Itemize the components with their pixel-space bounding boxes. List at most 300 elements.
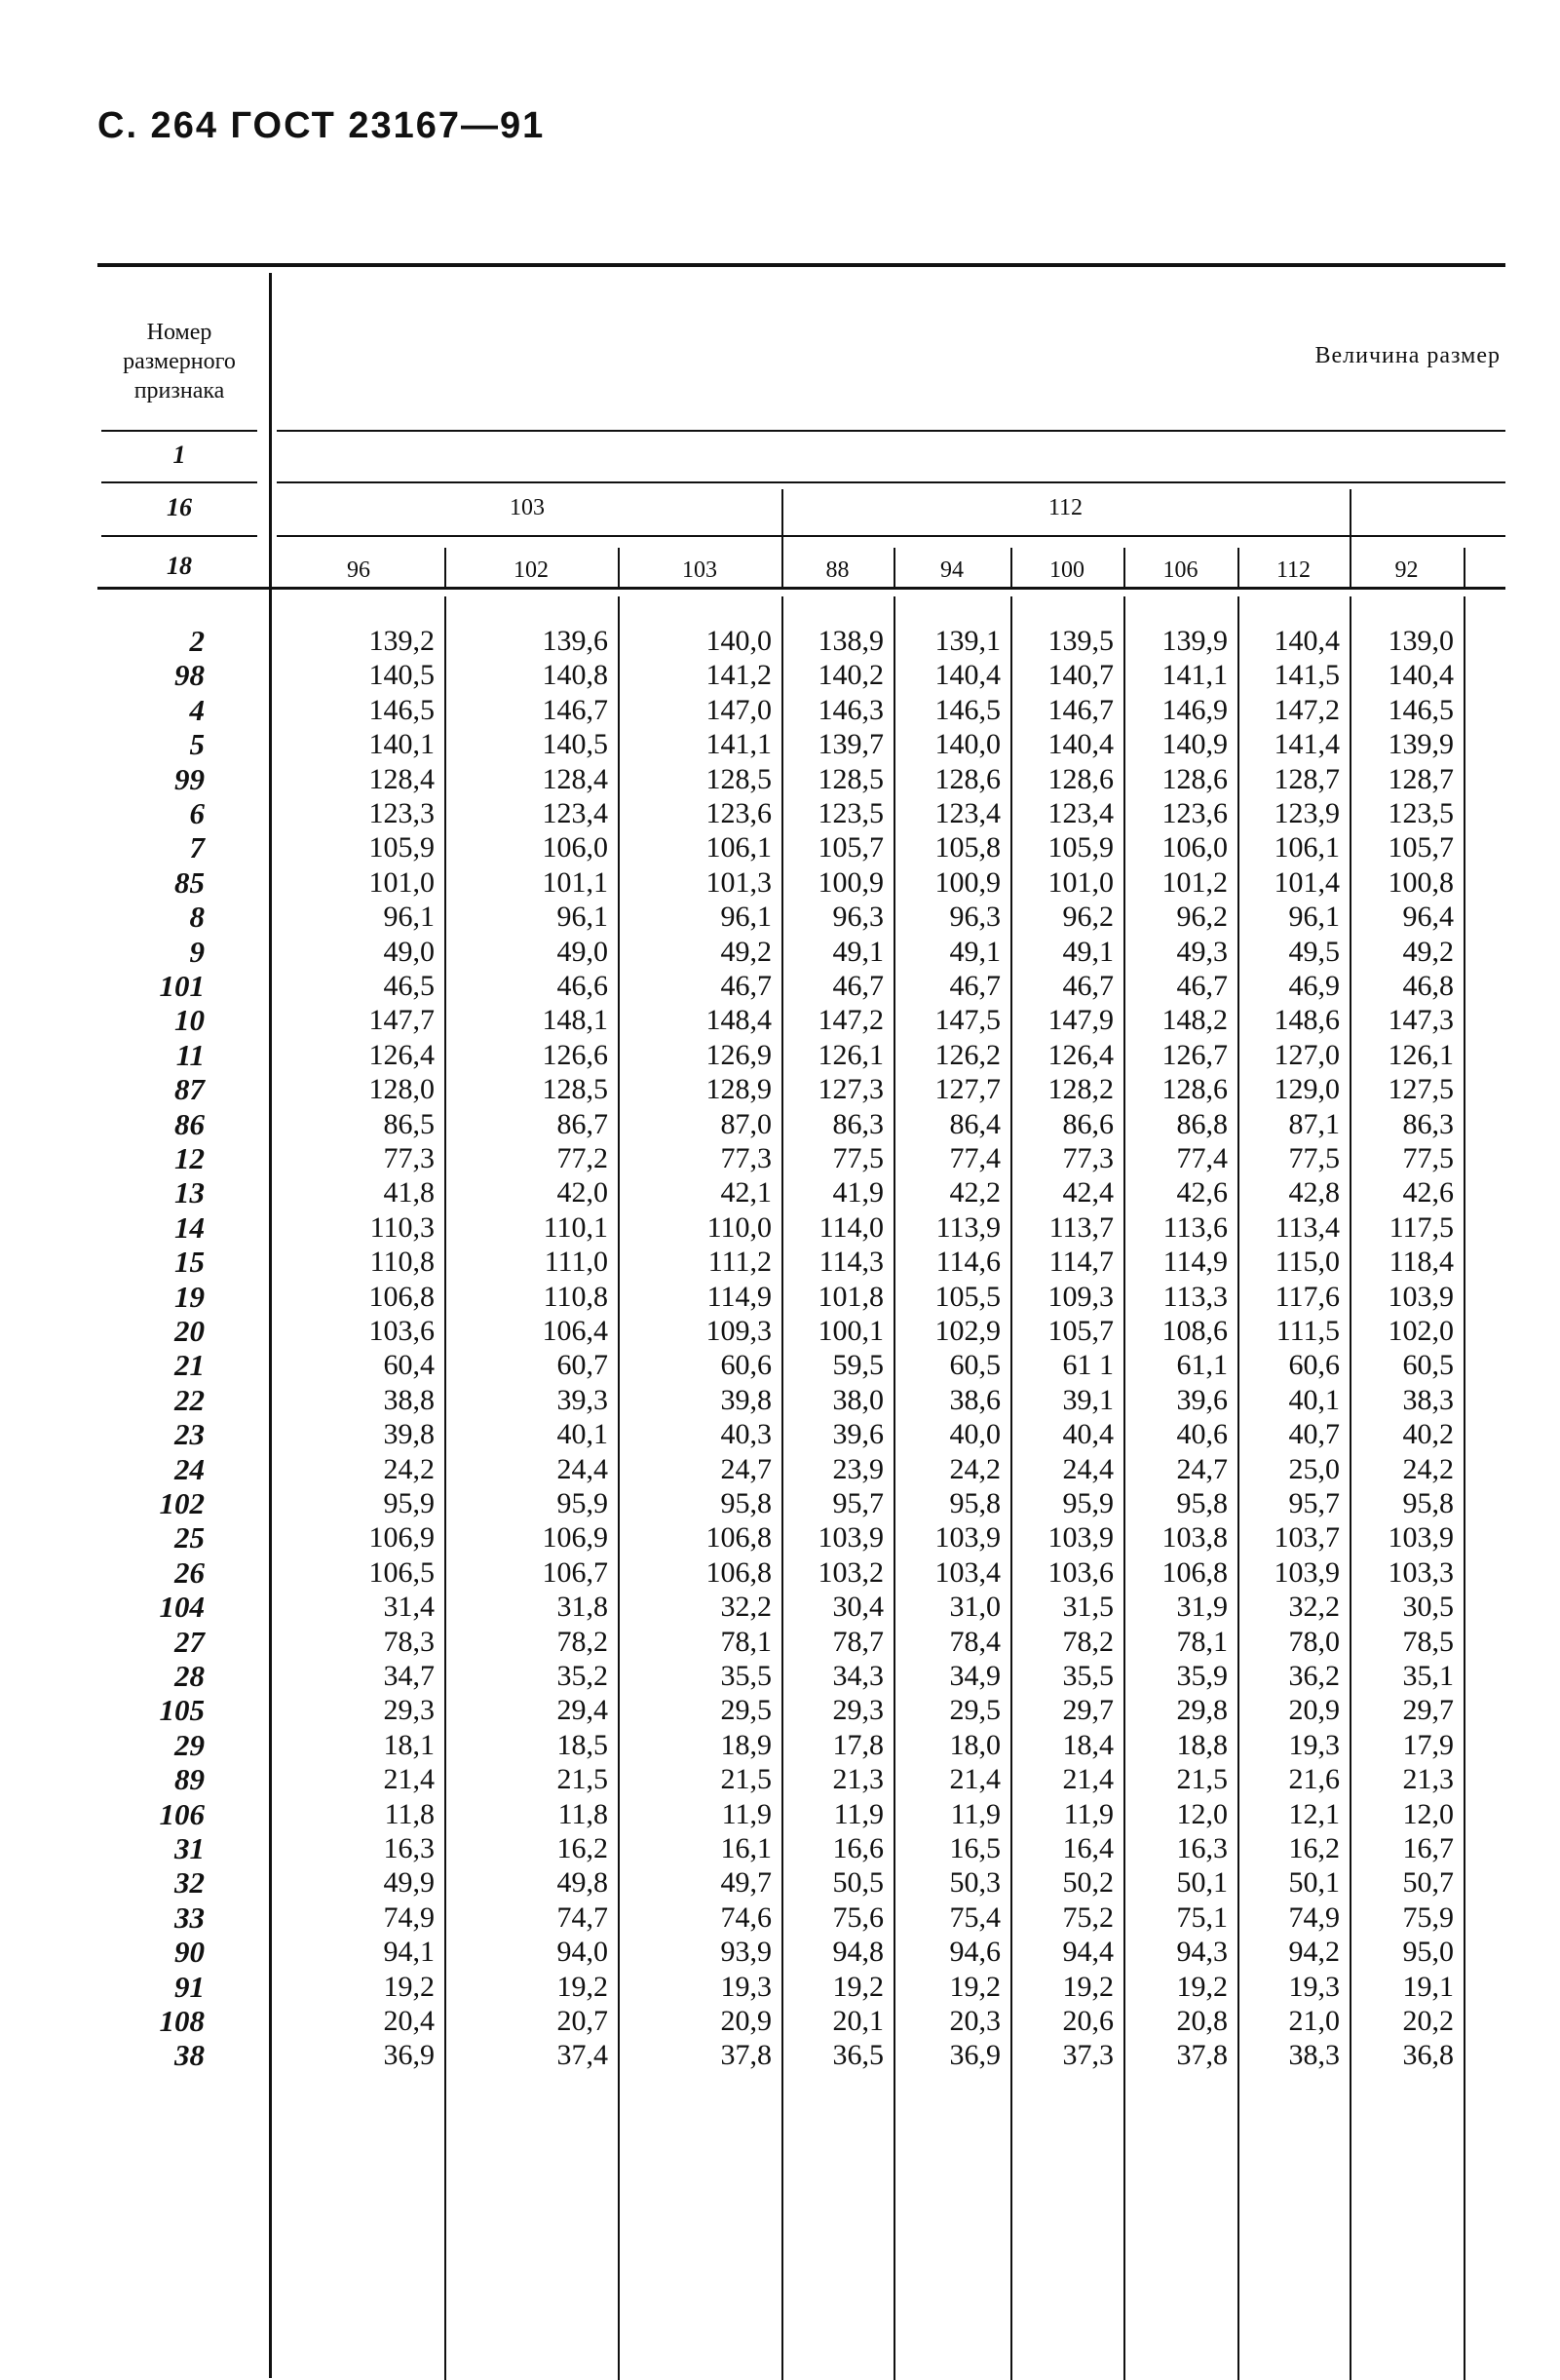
table-cell: 23,9 (832, 1452, 884, 1485)
column-header: 102 (514, 557, 549, 583)
table-cell: 24,7 (720, 1452, 772, 1485)
table-cell: 49,0 (556, 935, 608, 968)
table-cell: 128,9 (705, 1073, 772, 1106)
table-cell: 103,2 (818, 1555, 884, 1589)
table-cell: 11,9 (950, 1797, 1001, 1830)
row-number: 102 (159, 1486, 205, 1520)
table-cell: 60,5 (949, 1349, 1001, 1382)
row-number: 99 (174, 761, 205, 796)
table-cell: 12,0 (1402, 1797, 1454, 1830)
table-cell: 34,9 (949, 1660, 1001, 1692)
table-cell: 114,6 (935, 1246, 1001, 1279)
table-cell: 39,1 (1062, 1383, 1114, 1416)
level-2-stub: 16 (167, 493, 192, 521)
row-number: 14 (174, 1209, 205, 1245)
table-cell: 35,5 (720, 1660, 772, 1692)
stub-rule-3 (101, 535, 257, 537)
table-cell: 60,6 (1288, 1349, 1340, 1382)
table-cell: 103,9 (1388, 1521, 1454, 1555)
table-cell: 126,1 (818, 1038, 884, 1071)
table-cell: 46,7 (832, 970, 884, 1002)
table-cell: 77,5 (832, 1142, 884, 1174)
table-cell: 20,6 (1062, 2005, 1114, 2037)
table-cell: 95,9 (1062, 1487, 1114, 1519)
table-cell: 140,4 (934, 659, 1001, 692)
table-cell: 46,7 (949, 970, 1001, 1002)
table-cell: 87,0 (720, 1107, 772, 1140)
table-cell: 141,1 (705, 728, 772, 761)
table-cell: 140,5 (542, 728, 608, 761)
table-cell: 96,1 (556, 901, 608, 934)
table-cell: 37,3 (1062, 2039, 1114, 2072)
table-cell: 75,6 (832, 1900, 884, 1934)
table-cell: 87,1 (1288, 1107, 1340, 1140)
table-cell: 11,8 (384, 1797, 435, 1830)
table-cell: 96,3 (949, 901, 1001, 934)
table-cell: 19,2 (1062, 1970, 1114, 2003)
table-cell: 86,7 (556, 1107, 608, 1140)
table-cell: 11,8 (557, 1797, 608, 1830)
table-cell: 11,9 (833, 1797, 884, 1830)
table-cell: 103,8 (1161, 1521, 1228, 1555)
table-cell: 141,4 (1274, 728, 1340, 761)
table-cell: 40,3 (720, 1418, 772, 1451)
row-number: 108 (159, 2004, 205, 2038)
table-cell: 21,4 (383, 1763, 435, 1796)
table-cell: 31,9 (1176, 1591, 1228, 1624)
table-cell: 106,8 (1161, 1555, 1228, 1589)
table-cell: 18,0 (949, 1728, 1001, 1761)
table-cell: 110,3 (369, 1210, 435, 1244)
table-cell: 86,3 (832, 1107, 884, 1140)
table-cell: 123,9 (1274, 797, 1340, 829)
table-cell: 78,1 (1176, 1625, 1228, 1658)
column-header: 100 (1049, 557, 1084, 583)
table-cell: 50,2 (1062, 1866, 1114, 1900)
table-cell: 103,7 (1274, 1521, 1340, 1555)
table-cell: 86,3 (1402, 1107, 1454, 1140)
table-cell: 61 1 (1062, 1349, 1114, 1382)
table-cell: 36,8 (1402, 2039, 1454, 2072)
row-number: 6 (189, 796, 205, 830)
table-cell: 103,9 (934, 1521, 1001, 1555)
table-cell: 49,0 (383, 935, 435, 968)
table-cell: 94,2 (1288, 1936, 1340, 1969)
table-cell: 128,7 (1274, 762, 1340, 795)
table-cell: 113,9 (935, 1210, 1001, 1244)
table-cell: 113,6 (1162, 1210, 1228, 1244)
table-cell: 140,0 (934, 728, 1001, 761)
table-cell: 19,3 (1288, 1970, 1340, 2003)
table-cell: 36,5 (832, 2039, 884, 2072)
row-number: 104 (159, 1590, 205, 1625)
table-cell: 19,2 (1176, 1970, 1228, 2003)
row-number: 11 (175, 1037, 205, 1072)
table-cell: 96,1 (383, 901, 435, 934)
table-cell: 46,9 (1288, 970, 1340, 1002)
table-cell: 139,1 (934, 625, 1001, 657)
table-cell: 75,9 (1402, 1900, 1454, 1934)
table-cell: 148,6 (1274, 1004, 1340, 1037)
table-cell: 139,6 (542, 625, 608, 657)
table-cell: 46,7 (1062, 970, 1114, 1002)
table-cell: 117,5 (1389, 1210, 1454, 1244)
row-number: 86 (174, 1106, 205, 1141)
table-cell: 20,9 (1288, 1694, 1340, 1727)
table-cell: 40,1 (1288, 1383, 1340, 1416)
table-cell: 16,5 (949, 1832, 1001, 1864)
top-rule (97, 263, 1505, 267)
table-cell: 17,9 (1402, 1728, 1454, 1761)
table-cell: 20,9 (720, 2005, 772, 2037)
table-cell: 19,2 (383, 1970, 435, 2003)
table-cell: 16,2 (556, 1832, 608, 1864)
table-cell: 36,9 (383, 2039, 435, 2072)
table-cell: 20,7 (556, 2005, 608, 2037)
table-cell: 141,5 (1274, 659, 1340, 692)
column-header: 96 (347, 557, 370, 583)
table-cell: 32,2 (1288, 1591, 1340, 1624)
table-cell: 86,6 (1062, 1107, 1114, 1140)
table-cell: 96,2 (1176, 901, 1228, 934)
table-cell: 103,6 (368, 1315, 435, 1347)
row-number: 22 (174, 1382, 205, 1417)
table-cell: 126,7 (1161, 1038, 1228, 1071)
table-cell: 25,0 (1288, 1452, 1340, 1485)
column-divider-header (1464, 548, 1465, 587)
table-cell: 111,2 (707, 1246, 772, 1279)
table-cell: 93,9 (720, 1936, 772, 1969)
table-cell: 147,9 (1047, 1004, 1114, 1037)
table-cell: 95,8 (720, 1487, 772, 1519)
stub-rule-2 (101, 481, 257, 483)
table-cell: 29,3 (383, 1694, 435, 1727)
table-cell: 42,6 (1402, 1176, 1454, 1209)
page-header: С. 264 ГОСТ 23167—91 (97, 105, 546, 146)
table-cell: 109,3 (1047, 1280, 1114, 1313)
row-number: 89 (174, 1762, 205, 1797)
row-number: 25 (174, 1520, 205, 1555)
table-cell: 35,1 (1402, 1660, 1454, 1692)
table-cell: 18,8 (1176, 1728, 1228, 1761)
table-cell: 61,1 (1176, 1349, 1228, 1382)
table-cell: 16,3 (1176, 1832, 1228, 1864)
table-cell: 126,1 (1388, 1038, 1454, 1071)
column-header: 92 (1394, 557, 1419, 583)
table-cell: 100,9 (934, 865, 1001, 899)
table-cell: 94,6 (949, 1936, 1001, 1969)
table-cell: 12,0 (1176, 1797, 1228, 1830)
table-cell: 78,7 (832, 1625, 884, 1658)
table-cell: 105,7 (818, 831, 884, 864)
header-rule-2 (277, 481, 1505, 483)
table-cell: 75,2 (1062, 1900, 1114, 1934)
table-cell: 37,4 (556, 2039, 608, 2072)
table-cell: 101,0 (1047, 865, 1114, 899)
table-cell: 100,1 (818, 1315, 884, 1347)
table-cell: 147,5 (934, 1004, 1001, 1037)
table-cell: 110,8 (543, 1280, 608, 1313)
table-cell: 11,9 (721, 1797, 772, 1830)
column-header: 94 (940, 557, 964, 583)
table-cell: 109,3 (705, 1315, 772, 1347)
table-cell: 20,1 (832, 2005, 884, 2037)
table-cell: 128,4 (368, 762, 435, 795)
table-cell: 21,4 (949, 1763, 1001, 1796)
top-header: Величина размер (1314, 343, 1501, 368)
table-cell: 77,2 (556, 1142, 608, 1174)
table-cell: 21,5 (1176, 1763, 1228, 1796)
table-cell: 106,1 (1274, 831, 1340, 864)
table-cell: 108,6 (1161, 1315, 1228, 1347)
table-cell: 94,4 (1062, 1936, 1114, 1969)
table-cell: 117,6 (1275, 1280, 1340, 1313)
table-cell: 24,4 (1062, 1452, 1114, 1485)
table-cell: 42,8 (1288, 1176, 1340, 1209)
row-number: 7 (189, 830, 205, 865)
level-1-stub: 1 (172, 441, 186, 469)
table-cell: 40,0 (949, 1418, 1001, 1451)
table-cell: 123,4 (542, 797, 608, 829)
row-number: 31 (174, 1831, 205, 1865)
row-number: 24 (174, 1451, 205, 1486)
table-cell: 30,4 (832, 1591, 884, 1624)
table-cell: 114,0 (818, 1210, 884, 1244)
table-cell: 105,5 (934, 1280, 1001, 1313)
table-cell: 114,3 (818, 1246, 884, 1279)
row-number: 2 (189, 624, 205, 658)
table-cell: 31,0 (949, 1591, 1001, 1624)
table-cell: 141,1 (1161, 659, 1228, 692)
table-cell: 102,0 (1388, 1315, 1454, 1347)
table-cell: 30,5 (1402, 1591, 1454, 1624)
row-number: 32 (174, 1865, 205, 1900)
table-cell: 106,8 (368, 1280, 435, 1313)
row-number: 87 (174, 1072, 205, 1107)
table-cell: 115,0 (1275, 1246, 1340, 1279)
table-cell: 78,2 (1062, 1625, 1114, 1658)
table-cell: 77,3 (720, 1142, 772, 1174)
table-cell: 101,1 (542, 865, 608, 899)
table-cell: 96,1 (720, 901, 772, 934)
table-cell: 60,5 (1402, 1349, 1454, 1382)
table-cell: 77,4 (949, 1142, 1001, 1174)
table-cell: 36,2 (1288, 1660, 1340, 1692)
table-cell: 46,5 (383, 970, 435, 1002)
table-cell: 16,4 (1062, 1832, 1114, 1864)
table-cell: 147,3 (1388, 1004, 1454, 1037)
table-cell: 106,0 (542, 831, 608, 864)
table-cell: 96,2 (1062, 901, 1114, 934)
table-cell: 140,4 (1388, 659, 1454, 692)
table-cell: 127,7 (934, 1073, 1001, 1106)
row-number: 105 (159, 1693, 205, 1728)
table-cell: 140,4 (1047, 728, 1114, 761)
table-cell: 46,7 (1176, 970, 1228, 1002)
table-cell: 110,1 (543, 1210, 608, 1244)
table-cell: 147,2 (1274, 693, 1340, 726)
table-cell: 36,9 (949, 2039, 1001, 2072)
table-cell: 126,9 (705, 1038, 772, 1071)
table-cell: 77,5 (1288, 1142, 1340, 1174)
table-cell: 139,7 (818, 728, 884, 761)
table-cell: 129,0 (1274, 1073, 1340, 1106)
table-cell: 78,3 (383, 1625, 435, 1658)
table-cell: 128,7 (1388, 762, 1454, 795)
table-cell: 103,9 (818, 1521, 884, 1555)
table-cell: 35,2 (556, 1660, 608, 1692)
row-number: 5 (189, 727, 205, 762)
table-cell: 46,6 (556, 970, 608, 1002)
stub-header: Номер размерного признака (123, 320, 236, 403)
row-number: 12 (174, 1141, 205, 1175)
row-number: 8 (189, 900, 205, 935)
table-cell: 19,2 (832, 1970, 884, 2003)
table-cell: 101,4 (1274, 865, 1340, 899)
table-cell: 39,8 (383, 1418, 435, 1451)
table-cell: 95,7 (1288, 1487, 1340, 1519)
table-cell: 106,0 (1161, 831, 1228, 864)
row-number: 20 (174, 1314, 205, 1348)
table-cell: 128,0 (368, 1073, 435, 1106)
column-header: 106 (1162, 557, 1199, 583)
table-cell: 39,6 (832, 1418, 884, 1451)
table-cell: 146,7 (1047, 693, 1114, 726)
table-cell: 105,9 (368, 831, 435, 864)
table-cell: 140,0 (705, 625, 772, 657)
table-cell: 12,1 (1288, 1797, 1340, 1830)
table-cell: 105,7 (1047, 1315, 1114, 1347)
row-number: 90 (174, 1935, 205, 1970)
table-cell: 140,7 (1047, 659, 1114, 692)
column-header: 103 (682, 557, 717, 583)
table-cell: 105,9 (1047, 831, 1114, 864)
table-cell: 110,0 (706, 1210, 772, 1244)
table-cell: 95,8 (1176, 1487, 1228, 1519)
table-cell: 11,9 (1063, 1797, 1114, 1830)
table-cell: 103,6 (1047, 1555, 1114, 1589)
row-number: 15 (174, 1245, 205, 1280)
table-cell: 21,3 (1402, 1763, 1454, 1796)
table-cell: 126,4 (368, 1038, 435, 1071)
table-cell: 21,5 (720, 1763, 772, 1796)
table-cell: 128,5 (542, 1073, 608, 1106)
table-cell: 140,4 (1274, 625, 1340, 657)
row-number: 4 (189, 692, 205, 727)
table-cell: 118,4 (1389, 1246, 1454, 1279)
table-cell: 95,8 (1402, 1487, 1454, 1519)
table-cell: 78,1 (720, 1625, 772, 1658)
table-cell: 29,7 (1062, 1694, 1114, 1727)
table-cell: 49,9 (383, 1866, 435, 1900)
table-cell: 46,8 (1402, 970, 1454, 1002)
table-cell: 96,4 (1402, 901, 1454, 934)
table-cell: 38,8 (383, 1383, 435, 1416)
table-cell: 94,3 (1176, 1936, 1228, 1969)
table-cell: 49,8 (556, 1866, 608, 1900)
table-cell: 50,1 (1288, 1866, 1340, 1900)
table-cell: 49,3 (1176, 935, 1228, 968)
table-cell: 128,6 (1161, 762, 1228, 795)
table-cell: 24,2 (1402, 1452, 1454, 1485)
table-cell: 21,0 (1288, 2005, 1340, 2037)
table-cell: 123,4 (1047, 797, 1114, 829)
table-cell: 49,1 (832, 935, 884, 968)
table-cell: 21,4 (1062, 1763, 1114, 1796)
table-cell: 128,6 (1047, 762, 1114, 795)
table-cell: 127,5 (1388, 1073, 1454, 1106)
table-cell: 49,1 (949, 935, 1001, 968)
row-number: 27 (174, 1624, 205, 1659)
table-cell: 113,3 (1162, 1280, 1228, 1313)
table-cell: 146,7 (542, 693, 608, 726)
table-cell: 20,2 (1402, 2005, 1454, 2037)
row-number: 28 (174, 1659, 205, 1693)
row-number: 29 (174, 1727, 205, 1762)
row-number: 19 (174, 1279, 205, 1314)
table-cell: 24,2 (383, 1452, 435, 1485)
table-cell: 95,8 (949, 1487, 1001, 1519)
table-cell: 41,9 (832, 1176, 884, 1209)
table-cell: 128,4 (542, 762, 608, 795)
table-cell: 60,6 (720, 1349, 772, 1382)
table-cell: 106,9 (542, 1521, 608, 1555)
table-cell: 105,7 (1388, 831, 1454, 864)
table-cell: 20,3 (949, 2005, 1001, 2037)
table-cell: 123,3 (368, 797, 435, 829)
table-cell: 100,8 (1388, 865, 1454, 899)
table-cell: 106,9 (368, 1521, 435, 1555)
row-number: 21 (174, 1348, 205, 1383)
table-cell: 21,5 (556, 1763, 608, 1796)
table-cell: 74,6 (720, 1900, 772, 1934)
table-cell: 19,2 (556, 1970, 608, 2003)
table-cell: 31,4 (383, 1591, 435, 1624)
table-cell: 78,2 (556, 1625, 608, 1658)
table-cell: 38,6 (949, 1383, 1001, 1416)
row-number: 98 (174, 658, 205, 693)
row-number: 9 (189, 934, 205, 969)
table-cell: 111,5 (1275, 1315, 1340, 1347)
table-cell: 123,5 (1388, 797, 1454, 829)
table-cell: 146,5 (1388, 693, 1454, 726)
table-cell: 38,3 (1402, 1383, 1454, 1416)
table-cell: 123,5 (818, 797, 884, 829)
table-cell: 40,2 (1402, 1418, 1454, 1451)
table-cell: 42,0 (556, 1176, 608, 1209)
table-cell: 77,3 (383, 1142, 435, 1174)
table-cell: 101,2 (1161, 865, 1228, 899)
table-cell: 123,4 (934, 797, 1001, 829)
table-cell: 50,5 (832, 1866, 884, 1900)
table-cell: 75,4 (949, 1900, 1001, 1934)
table-cell: 139,0 (1388, 625, 1454, 657)
table-cell: 40,1 (556, 1418, 608, 1451)
table-cell: 103,4 (934, 1555, 1001, 1589)
table-cell: 40,6 (1176, 1418, 1228, 1451)
table-cell: 147,7 (368, 1004, 435, 1037)
table-cell: 94,8 (832, 1936, 884, 1969)
stub-rule-1 (101, 430, 257, 432)
table-cell: 140,2 (818, 659, 884, 692)
row-number: 23 (174, 1417, 205, 1452)
column-header: 112 (1275, 557, 1312, 583)
table-cell: 86,5 (383, 1107, 435, 1140)
table-cell: 95,9 (556, 1487, 608, 1519)
table-cell: 140,5 (368, 659, 435, 692)
table-cell: 86,8 (1176, 1107, 1228, 1140)
table-cell: 29,5 (949, 1694, 1001, 1727)
